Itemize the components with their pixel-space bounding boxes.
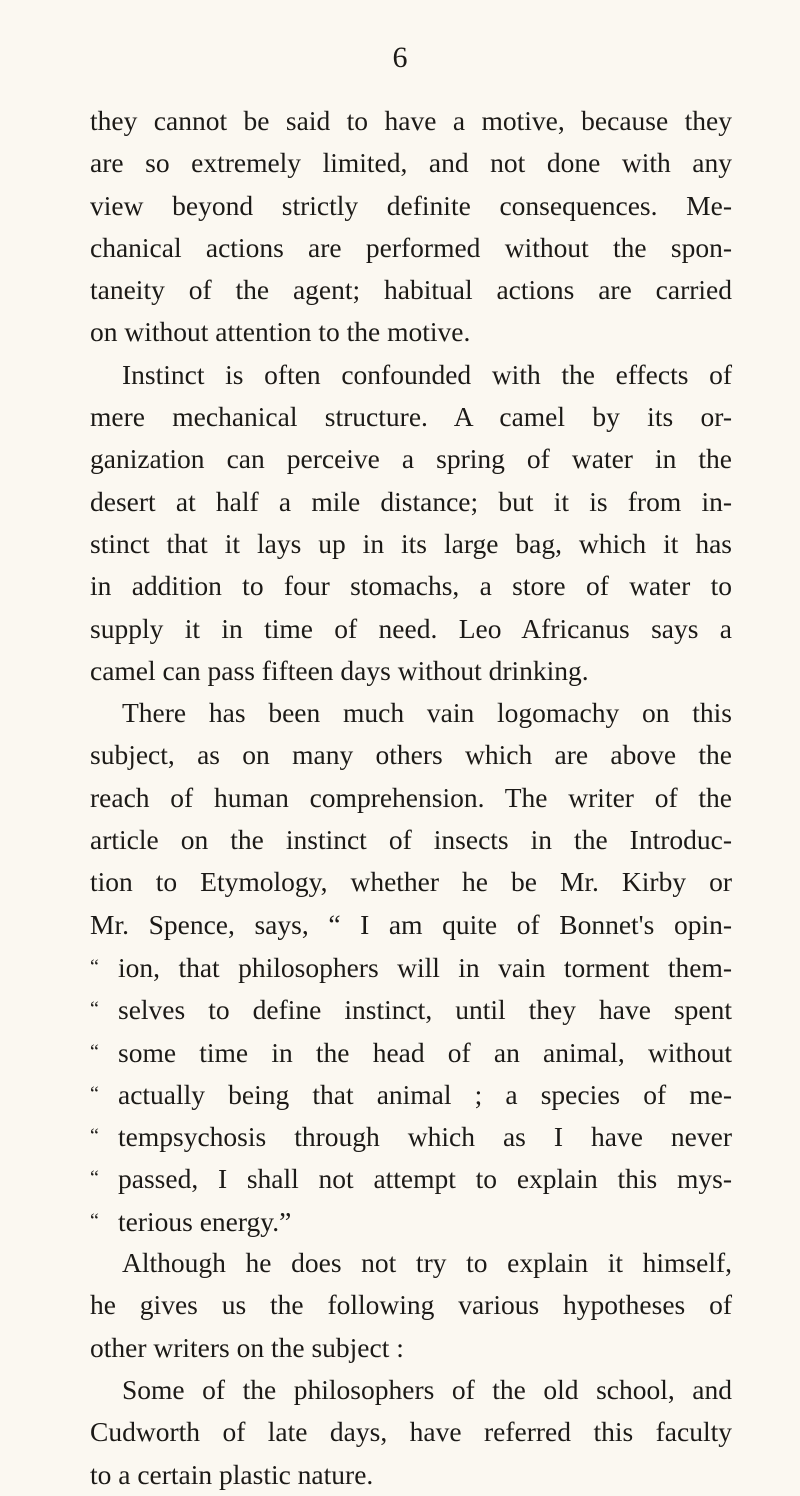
text-line-content: Mr. Spence, says, “ I am quite of Bonnet's opin- [90,908,732,940]
text-line-content: chanical actions are performed without the spon- [90,231,732,263]
text-line-content: article on the instinct of insects in the Introduc- [90,824,732,856]
text-line [90,1157,732,1199]
text-line [90,777,732,819]
quote-mark: “ [90,1040,99,1063]
text-line [90,227,732,269]
text-line-content: are so extremely limited, and not done with any [90,147,732,179]
text-line [90,904,732,946]
quote-mark: “ [90,1082,99,1105]
text-line [90,1411,732,1453]
text-line-content: Some of the philosophers of the old school, and [122,1373,732,1405]
text-line [90,1073,732,1115]
text-line-content: view beyond strictly definite consequences. Me- [90,189,732,221]
text-line [90,354,732,396]
text-line [90,1115,732,1157]
quote-mark: “ [90,1125,99,1148]
quote-mark: “ [90,1167,99,1190]
text-line [90,481,732,523]
text-line-content: actually being that animal ; a species of me- [118,1078,732,1110]
text-line-content: mere mechanical structure. A camel by its or- [90,401,732,433]
text-line [90,1200,732,1242]
text-line [90,269,732,311]
text-line [90,1454,732,1496]
text-line-content: desert at half a mile distance; but it is from in- [90,485,732,517]
text-line-content: Instinct is often confounded with the effects of [122,358,732,390]
text-line [90,523,732,565]
text-line-content: camel can pass fifteen days without drinking. [90,654,589,686]
text-line-content: subject, as on many others which are above the [90,739,732,771]
text-line [90,946,732,988]
text-line-content: to a certain plastic nature. [90,1458,374,1490]
text-line [90,861,732,903]
text-line [90,142,732,184]
text-line-content: There has been much vain logomachy on this [122,697,732,729]
text-line [90,819,732,861]
text-line [90,1369,732,1411]
quote-mark: “ [90,1209,99,1232]
text-line-content: passed, I shall not attempt to explain this mys- [118,1163,732,1195]
text-line [90,438,732,480]
text-line-content: terious energy.” [118,1205,292,1237]
text-line-content: he gives us the following various hypotheses of [90,1289,732,1321]
text-line-content: tion to Etymology, whether he be Mr. Kirby or [90,866,732,898]
quote-mark: “ [90,998,99,1021]
text-line-content: taneity of the agent; habitual actions are carried [90,274,732,306]
text-line [90,734,732,776]
text-line [90,100,732,142]
text-line-content: Cudworth of late days, have referred this faculty [90,1416,732,1448]
page-number: 6 [392,41,408,74]
text-line-content: Although he does not try to explain it himself, [122,1247,732,1279]
text-line [90,396,732,438]
text-line-content: some time in the head of an animal, without [118,1036,732,1068]
text-line-content: tempsychosis through which as I have never [118,1121,732,1153]
text-line [90,1327,732,1369]
text-line [90,650,732,692]
text-line-content: ion, that philosophers will in vain torment them- [118,951,732,983]
text-line-content: other writers on the subject : [90,1331,404,1363]
text-line [90,1242,732,1284]
text-line [90,1031,732,1073]
text-line [90,185,732,227]
text-line-content: reach of human comprehension. The writer of the [90,781,732,813]
text-line-content: on without attention to the motive. [90,316,471,348]
quote-mark: “ [90,955,99,978]
text-line-content: in addition to four stomachs, a store of water to [90,570,732,602]
text-line-content: they cannot be said to have a motive, because they [90,105,732,136]
text-line [90,1284,732,1326]
text-line [90,565,732,607]
text-line [90,692,732,734]
text-line [90,608,732,650]
body-text [90,100,732,1496]
text-line [90,311,732,353]
text-line-content: selves to define instinct, until they have spent [118,994,732,1026]
text-line-content: supply it in time of need. Leo Africanus says a [90,612,732,644]
text-line-content: stinct that it lays up in its large bag, which it has [90,527,732,559]
text-line [90,988,732,1030]
text-line-content: ganization can perceive a spring of water in the [90,443,732,475]
